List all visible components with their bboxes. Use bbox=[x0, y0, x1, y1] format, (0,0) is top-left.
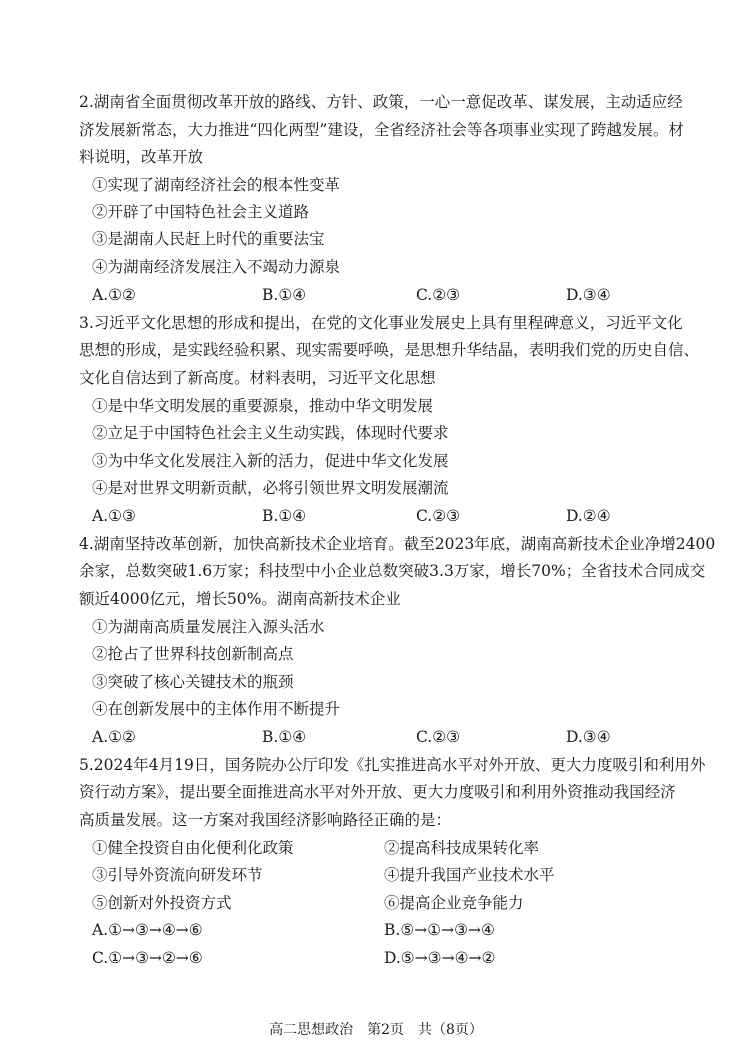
statement-option: ①为湖南高质量发展注入源头活水 bbox=[92, 618, 325, 636]
answer-choice-a: A.①③ bbox=[92, 507, 136, 525]
answer-choice-c: C.②③ bbox=[416, 507, 461, 525]
statement-option: ④是对世界文明新贡献，必将引领世界文明发展潮流 bbox=[92, 479, 449, 497]
statement-option: ③为中华文化发展注入新的活力，促进中华文化发展 bbox=[92, 452, 449, 470]
answer-choice-d: D.⑤→③→④→② bbox=[384, 949, 496, 967]
statement-option: ③引导外资流向研发环节 bbox=[92, 866, 263, 884]
question-stem-line: 文化自信达到了新高度。材料表明，习近平文化思想 bbox=[79, 369, 436, 387]
statement-option: ②抢占了世界科技创新制高点 bbox=[92, 645, 294, 663]
answer-choice-a: A.①② bbox=[92, 728, 136, 746]
statement-option: ⑤创新对外投资方式 bbox=[92, 894, 232, 912]
statement-option: ④在创新发展中的主体作用不断提升 bbox=[92, 700, 341, 718]
answer-choice-b: B.①④ bbox=[262, 286, 307, 304]
question-stem-line: 思想的形成，是实践经验积累、现实需要呼唤，是思想升华结晶，表明我们党的历史自信、 bbox=[79, 341, 700, 359]
question-stem-line: 料说明，改革开放 bbox=[79, 148, 204, 166]
question-stem-line: 额近4000亿元，增长50%。湖南高新技术企业 bbox=[79, 590, 401, 608]
answer-choice-b: B.①④ bbox=[262, 728, 307, 746]
statement-option: ④提升我国产业技术水平 bbox=[384, 866, 555, 884]
question-stem-line: 济发展新常态，大力推进“四化两型”建设，全省经济社会等各项事业实现了跨越发展。材 bbox=[79, 121, 684, 139]
answer-choice-c: C.②③ bbox=[416, 286, 461, 304]
page-footer: 高二思想政治 第2页 共（8页） bbox=[269, 1022, 483, 1038]
answer-choice-c: C.②③ bbox=[416, 728, 461, 746]
answer-choice-d: D.③④ bbox=[566, 728, 611, 746]
answer-choice-a: A.①→③→④→⑥ bbox=[92, 921, 203, 939]
statement-option: ③是湖南人民赶上时代的重要法宝 bbox=[92, 230, 325, 248]
answer-choice-c: C.①→③→②→⑥ bbox=[92, 949, 203, 967]
statement-option: ①实现了湖南经济社会的根本性变革 bbox=[92, 176, 341, 194]
answer-choice-b: B.⑤→①→③→④ bbox=[384, 921, 495, 939]
question-stem-line: 5.2024年4月19日，国务院办公厅印发《扎实推进高水平对外开放、更大力度吸引和利用外 bbox=[79, 756, 706, 774]
statement-option: ②开辟了中国特色社会主义道路 bbox=[92, 203, 310, 221]
statement-option: ④为湖南经济发展注入不竭动力源泉 bbox=[92, 258, 341, 276]
answer-choice-a: A.①② bbox=[92, 286, 136, 304]
question-stem-line: 资行动方案》，提出要全面推进高水平对外开放、更大力度吸引和利用外资推动我国经济 bbox=[79, 783, 676, 801]
question-stem-line: 3.习近平文化思想的形成和提出，在党的文化事业发展史上具有里程碑意义，习近平文化 bbox=[79, 314, 683, 332]
question-stem-line: 4.湖南坚持改革创新，加快高新技术企业培育。截至2023年底，湖南高新技术企业净增2400 bbox=[79, 535, 716, 553]
question-stem-line: 高质量发展。这一方案对我国经济影响路径正确的是： bbox=[79, 811, 452, 829]
answer-choice-b: B.①④ bbox=[262, 507, 307, 525]
question-stem-line: 余家，总数突破1.6万家；科技型中小企业总数突破3.3万家，增长70%；全省技术合同成交 bbox=[79, 562, 706, 580]
statement-option: ③突破了核心关键技术的瓶颈 bbox=[92, 673, 294, 691]
answer-choice-d: D.②④ bbox=[566, 507, 611, 525]
statement-option: ⑥提高企业竞争能力 bbox=[384, 894, 524, 912]
statement-option: ②提高科技成果转化率 bbox=[384, 839, 540, 857]
question-stem-line: 2.湖南省全面贯彻改革开放的路线、方针、政策，一心一意促改革、谋发展，主动适应经 bbox=[79, 93, 683, 111]
statement-option: ①是中华文明发展的重要源泉，推动中华文明发展 bbox=[92, 397, 434, 415]
statement-option: ①健全投资自由化便利化政策 bbox=[92, 839, 294, 857]
statement-option: ②立足于中国特色社会主义生动实践，体现时代要求 bbox=[92, 424, 449, 442]
answer-choice-d: D.③④ bbox=[566, 286, 611, 304]
